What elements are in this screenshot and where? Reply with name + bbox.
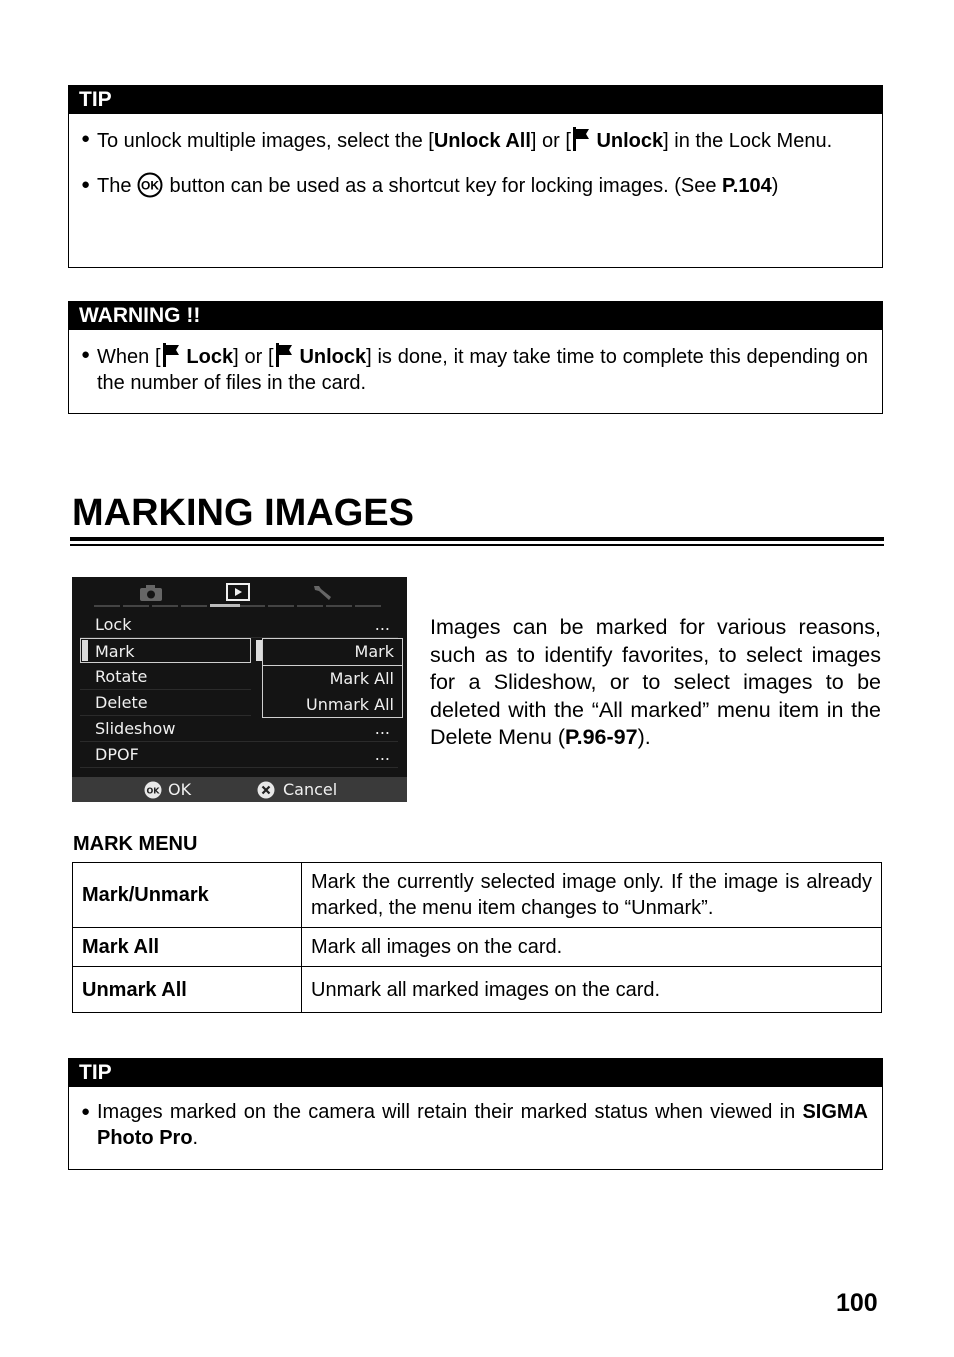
title-rule-thin: [70, 544, 884, 546]
cancel-x-icon: [257, 781, 275, 799]
lock-flag-icon: [571, 126, 591, 152]
tip-heading: TIP: [69, 1059, 882, 1087]
warning-heading: WARNING !!: [69, 302, 882, 330]
bullet-icon: ●: [81, 130, 91, 147]
warning-box: [68, 301, 883, 414]
submenu-selection-marker: [256, 640, 262, 661]
tab-underline-active: [210, 604, 240, 607]
svg-text:OK: OK: [141, 178, 160, 193]
table-row: [73, 967, 882, 1013]
mark-menu-title: MARK MENU: [73, 833, 198, 855]
title-rule-thick: [70, 537, 884, 541]
cam-menu-item-dpof[interactable]: DPOF ...: [80, 742, 398, 768]
cam-menu-item-rotate[interactable]: Rotate: [80, 664, 251, 690]
cam-bottom-bar: [72, 777, 407, 802]
cam-submenu-unmark-all[interactable]: Unmark All: [305, 695, 394, 714]
cam-cancel-label[interactable]: Cancel: [283, 780, 338, 799]
table-row: [73, 863, 882, 928]
camera-tab-icon: [138, 583, 164, 603]
table-desc: Mark the currently selected image only. If the image is already marked, the menu item changes to “Unmark”.: [302, 863, 882, 928]
cam-submenu-mark[interactable]: Mark: [263, 639, 402, 666]
table-desc: Unmark all marked images on the card.: [302, 967, 882, 1013]
tip-bullet-sigma: ● Images marked on the camera will retain their marked status when viewed in SIGMA Photo Pro.: [81, 1101, 868, 1149]
tip-heading: TIP: [69, 86, 882, 114]
table-key: Unmark All: [73, 967, 302, 1013]
tip-bullet-ok-shortcut: ● The OK button can be used as a shortcut key for locking images. (See P.104): [81, 172, 868, 199]
svg-text:OK: OK: [146, 786, 160, 796]
mark-menu-table: [72, 862, 882, 1013]
cam-ok-label[interactable]: OK: [168, 780, 192, 799]
warning-bullet: ● When [ Lock] or [ Unlock] is done, it may take time to complete this depending on the number of files in the card.: [81, 342, 868, 396]
bullet-icon: ●: [81, 346, 91, 363]
cam-submenu-mark-all[interactable]: Mark All: [329, 669, 394, 688]
table-desc: Mark all images on the card.: [302, 928, 882, 967]
tip-box-1: [68, 85, 883, 268]
cam-submenu: [262, 638, 403, 718]
table-key: Mark All: [73, 928, 302, 967]
table-key: Mark/Unmark: [73, 863, 302, 928]
lock-flag-icon: [161, 342, 181, 368]
page-number: 100: [836, 1289, 878, 1317]
cam-menu-item-mark[interactable]: Mark: [80, 638, 251, 663]
ok-circle-icon: [144, 781, 162, 799]
tip-bullet-unlock: ● To unlock multiple images, select the [Unlock All] or [ Unlock] in the Lock Menu.: [81, 126, 868, 154]
selection-marker: [82, 640, 88, 661]
bullet-icon: ●: [81, 1103, 91, 1120]
ok-button-icon: [137, 172, 163, 198]
unlock-flag-icon: [274, 342, 294, 368]
intro-paragraph: Images can be marked for various reasons, such as to identify favorites, to select images for a Slideshow, or to select images to be deleted with the “All marked” menu item in the Delete Menu (P.96-97).: [430, 615, 881, 749]
table-row: [73, 928, 882, 967]
cam-menu-item-delete[interactable]: Delete: [80, 690, 251, 716]
camera-menu-screen: [72, 577, 407, 802]
bullet-icon: ●: [81, 176, 91, 193]
setup-wrench-icon: [310, 582, 336, 602]
cam-menu-item-lock[interactable]: Lock ...: [80, 612, 398, 638]
cam-menu-item-slideshow[interactable]: Slideshow ...: [80, 716, 398, 742]
section-title: MARKING IMAGES: [72, 492, 414, 534]
playback-tab-icon: [225, 582, 251, 602]
tip-box-2: [68, 1058, 883, 1170]
